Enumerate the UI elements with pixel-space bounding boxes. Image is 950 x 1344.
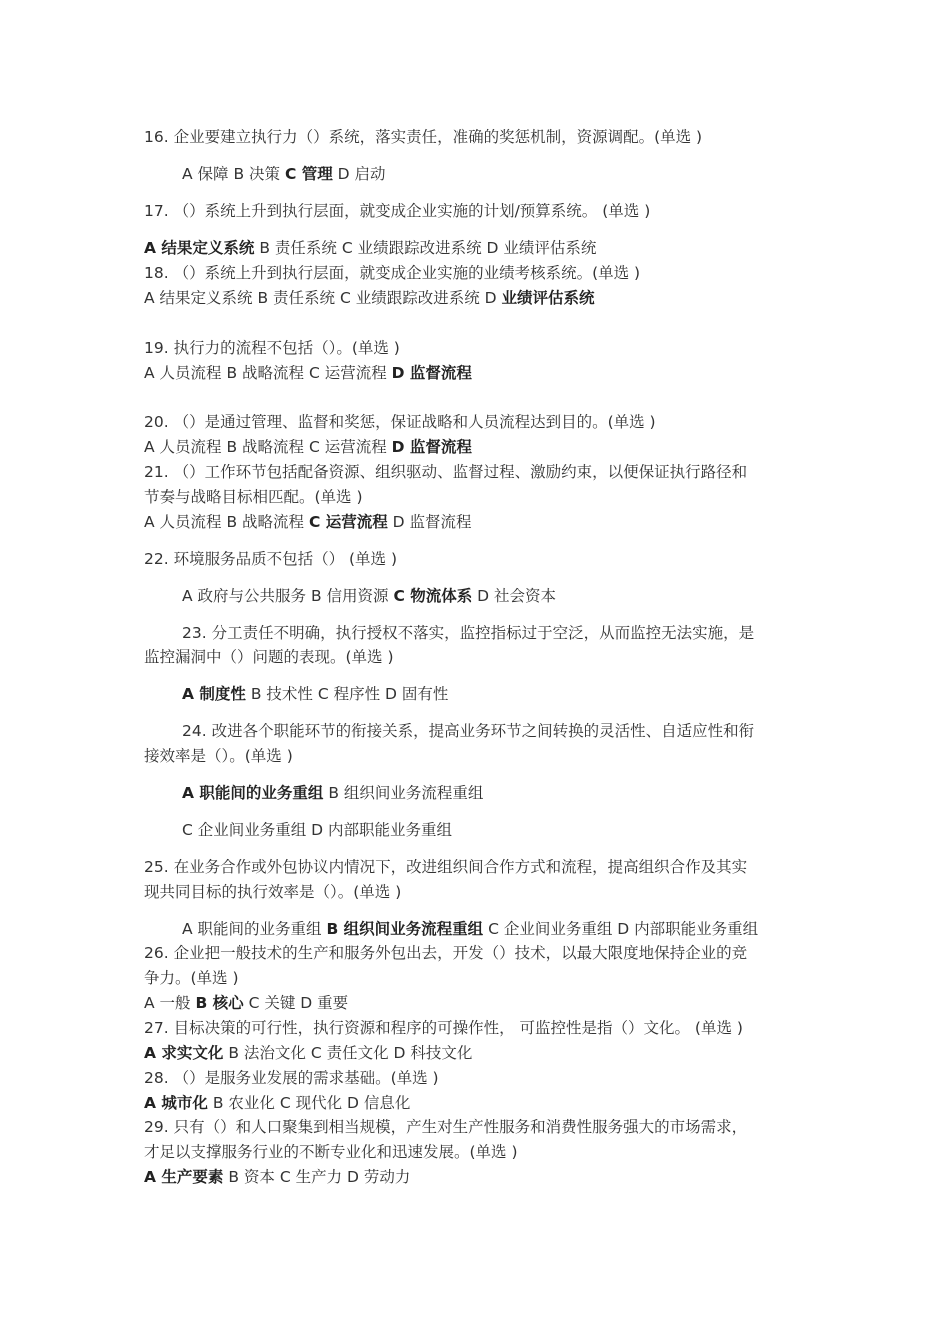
correct-answer: A 制度性: [182, 685, 246, 703]
correct-answer: C 管理: [284, 165, 333, 183]
answer-option-text: B 法治文化 C 责任文化 D 科技文化: [223, 1044, 473, 1062]
answer-20: [144, 436, 472, 458]
question-18: 18. （）系统上升到执行层面，就变成企业实施的业绩考核系统。(单选 ): [144, 264, 641, 282]
question-22: 22. 环境服务品质不包括（） (单选 ): [144, 550, 398, 568]
correct-answer: A 生产要素: [144, 1168, 224, 1186]
answer-22: [182, 585, 556, 607]
question-16: 16. 企业要建立执行力（）系统，落实责任，准确的奖惩机制，资源调配。(单选 ): [144, 128, 703, 146]
correct-answer: D 监督流程: [391, 438, 472, 456]
question-23-line-1: 23. 分工责任不明确，执行授权不落实，监控指标过于空泛，从而监控无法实施，是: [182, 624, 755, 642]
question-19: 19. 执行力的流程不包括（）。(单选 ): [144, 339, 400, 357]
answer-21: [144, 511, 472, 533]
answer-option-text: B 技术性 C 程序性 D 固有性: [245, 685, 449, 703]
answer-29: [144, 1166, 410, 1188]
question-25-line-2: 现共同目标的执行效率是（）。(单选 ): [144, 883, 402, 901]
correct-answer: A 城市化: [144, 1094, 208, 1112]
question-24-line-1: 24. 改进各个职能环节的衔接关系，提高业务环节之间转换的灵活性、自适应性和衔: [182, 722, 755, 740]
question-29-line-1: 29. 只有（）和人口聚集到相当规模，产生对生产性服务和消费性服务强大的市场需求，: [144, 1118, 748, 1136]
answer-28: [144, 1092, 410, 1114]
answer-option-text: A 人员流程 B 战略流程 C 运营流程: [144, 364, 392, 382]
answer-option-text: D 监督流程: [387, 513, 472, 531]
answer-19: [144, 362, 472, 384]
correct-answer: A 职能间的业务重组: [182, 784, 324, 802]
answer-option-text: D 启动: [332, 165, 386, 183]
question-25-line-1: 25. 在业务合作或外包协议内情况下，改进组织间合作方式和流程，提高组织合作及其实: [144, 858, 748, 876]
answer-option-text: B 责任系统 C 业绩跟踪改进系统 D 业绩评估系统: [254, 239, 597, 257]
correct-answer: D 监督流程: [391, 364, 472, 382]
answer-option-text: A 结果定义系统 B 责任系统 C 业绩跟踪改进系统 D: [144, 289, 502, 307]
question-24-line-2: 接效率是（）。(单选 ): [144, 747, 293, 765]
answer-option-text: D 社会资本: [472, 587, 557, 605]
correct-answer: C 物流体系: [393, 587, 473, 605]
answer-option-text: A 人员流程 B 战略流程 C 运营流程: [144, 438, 392, 456]
question-21-line-1: 21. （）工作环节包括配备资源、组织驱动、监督过程、激励约束，以便保证执行路径和: [144, 463, 748, 481]
question-21-line-2: 节奏与战略目标相匹配。(单选 ): [144, 488, 363, 506]
correct-answer: B 组织间业务流程重组: [326, 920, 484, 938]
answer-option-text: B 组织间业务流程重组: [323, 784, 484, 802]
answer-option-text: B 资本 C 生产力 D 劳动力: [223, 1168, 411, 1186]
answer-24-line-1: [182, 782, 483, 804]
answer-option-text: B 农业化 C 现代化 D 信息化: [207, 1094, 411, 1112]
answer-option-text: A 一般: [144, 994, 196, 1012]
correct-answer: A 求实文化: [144, 1044, 224, 1062]
correct-answer: C 运营流程: [308, 513, 388, 531]
answer-option-text: C 企业间业务重组 D 内部职能业务重组: [483, 920, 759, 938]
question-29-line-2: 才足以支撑服务行业的不断专业化和迅速发展。(单选 ): [144, 1143, 518, 1161]
question-17: 17. （）系统上升到执行层面，就变成企业实施的计划/预算系统。 (单选 ): [144, 202, 651, 220]
answer-option-text: A 保障 B 决策: [182, 165, 285, 183]
question-28: 28. （）是服务业发展的需求基础。(单选 ): [144, 1069, 439, 1087]
answer-option-text: A 职能间的业务重组: [182, 920, 327, 938]
answer-23: [182, 683, 448, 705]
answer-option-text: C 关键 D 重要: [243, 994, 349, 1012]
question-26-line-2: 争力。(单选 ): [144, 969, 239, 987]
correct-answer: B 核心: [195, 994, 244, 1012]
answer-16: [182, 163, 386, 185]
answer-option-text: A 人员流程 B 战略流程: [144, 513, 309, 531]
question-23-line-2: 监控漏洞中（）问题的表现。(单选 ): [144, 648, 394, 666]
correct-answer: 业绩评估系统: [501, 289, 595, 307]
answer-option-text: A 政府与公共服务 B 信用资源: [182, 587, 394, 605]
answer-26: [144, 992, 348, 1014]
answer-27: [144, 1042, 472, 1064]
question-27: 27. 目标决策的可行性，执行资源和程序的可操作性， 可监控性是指（）文化。 (单选 ): [144, 1019, 743, 1037]
question-26-line-1: 26. 企业把一般技术的生产和服务外包出去，开发（）技术，以最大限度地保持企业的竞: [144, 944, 748, 962]
question-20: 20. （）是通过管理、监督和奖惩，保证战略和人员流程达到目的。(单选 ): [144, 413, 656, 431]
answer-24-line-2: C 企业间业务重组 D 内部职能业务重组: [182, 821, 453, 839]
answer-18: [144, 287, 595, 309]
correct-answer: A 结果定义系统: [144, 239, 255, 257]
answer-17: [144, 237, 596, 259]
answer-25: [182, 918, 758, 940]
